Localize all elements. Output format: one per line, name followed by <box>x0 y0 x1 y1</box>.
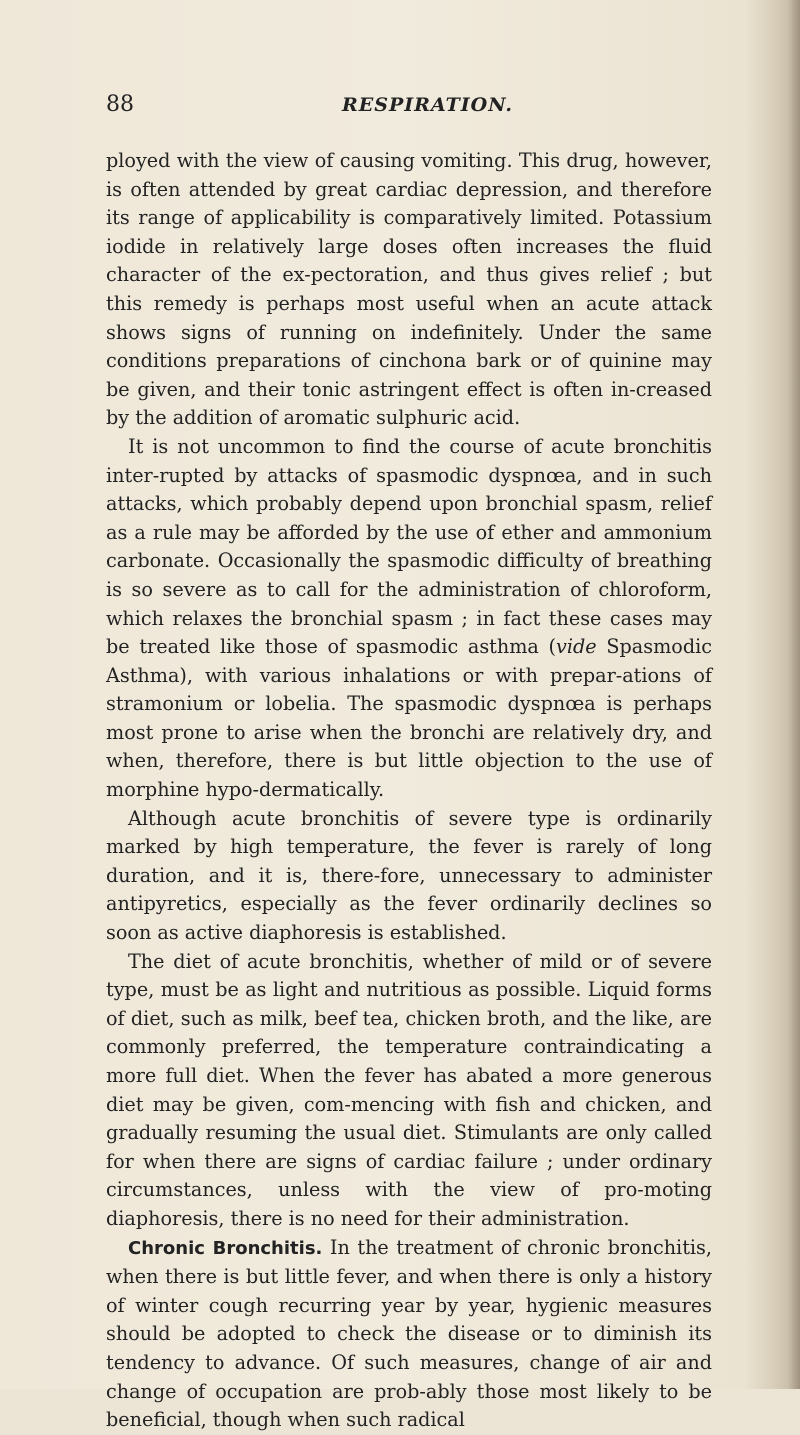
paragraph-chronic-bronchitis <box>106 1234 712 1435</box>
paragraph-text: Spasmodic Asthma), with various inhalations or with prepar-ations of stramonium or lobelia. The spasmodic dyspnœa is perhaps most prone to arise when the bronchi are relatively dry, and when, therefore, there is but little objection to the use of morphine hypo-dermatically. <box>106 635 712 802</box>
running-title: RESPIRATION. <box>342 94 514 116</box>
page-edge-shadow <box>788 0 800 1389</box>
paragraph-text: It is not uncommon to find the course of acute bronchitis inter-rupted by attacks of spasmodic dyspnœa, and in such attacks, which probably depend upon bronchial spasm, relief as a rule may be afforded by the use of ether and ammonium carbonate. Occasionally the spasmodic difficulty of breathing is so severe as to call for the administration of chloroform, which relaxes the bronchial spasm ; in fact these cases may be treated like those of spasmodic asthma ( <box>106 434 712 659</box>
body-text <box>106 147 712 1435</box>
italic-vide: vide <box>556 635 597 659</box>
paragraph-text: The diet of acute bronchitis, whether of mild or of severe type, must be as light and nutritious as possible. Liquid forms of diet, such as milk, beef tea, chicken broth, and the like, are commonly preferred, the temperature contraindicating a more full diet. When the fever has abated a more generous diet may be given, com-mencing with fish and chicken, and gradually resuming the usual diet. Stimulants are only called for when there are signs of cardiac failure ; under ordinary circumstances, unless with the view of pro-moting diaphoresis, there is no need for their administration. <box>106 949 712 1230</box>
page-number: 88 <box>106 92 134 117</box>
paragraph-fever <box>106 805 712 948</box>
paragraph-spasmodic-dyspnoea <box>106 433 712 805</box>
page-header <box>106 92 706 122</box>
section-sidehead: Chronic Bronchitis. <box>128 1237 323 1259</box>
paragraph-diet <box>106 948 712 1234</box>
paragraph-text: In the treatment of chronic bronchitis, when there is but little fever, and when there is only a history of winter cough recurring year by year, hygienic measures should be adopted to check the disease or to diminish its tendency to advance. Of such measures, change of air and change of occupation are prob-ably those most likely to be beneficial, though when such radical <box>106 1235 712 1432</box>
paragraph-text: Although acute bronchitis of severe type is ordinarily marked by high temperature, the fever is rarely of long duration, and it is, there-fore, unnecessary to administer antipyretics, especially as the fever ordinarily declines so soon as active diaphoresis is established. <box>106 806 712 945</box>
paragraph-text: ployed with the view of causing vomiting. This drug, however, is often attended by great cardiac depression, and therefore its range of applicability is comparatively limited. Potassium iodide in relatively large doses often increases the fluid character of the ex-pectoration, and thus gives relief ; but this remedy is perhaps most useful when an acute attack shows signs of running on indefinitely. Under the same conditions preparations of cinchona bark or of quinine may be given, and their tonic astringent effect is often in-creased by the addition of aromatic sulphuric acid. <box>106 149 712 430</box>
paragraph-continued <box>106 147 712 433</box>
